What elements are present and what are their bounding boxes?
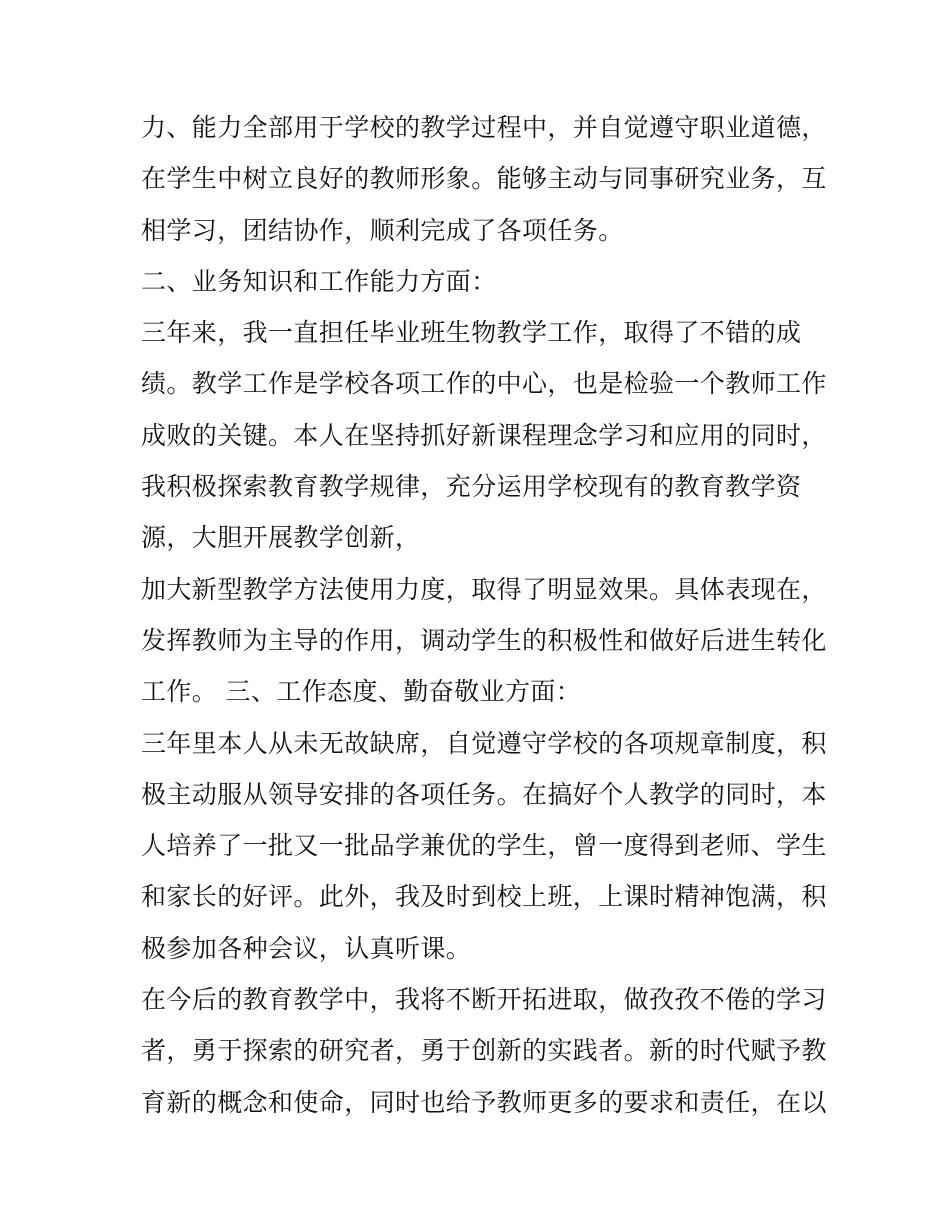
text-line: 源，大胆开展教学创新， [141,523,421,553]
text-line: 加大新型教学方法使用力度，取得了明显效果。具体表现在， [141,574,827,604]
text-line: 发挥教师为主导的作用，调动学生的积极性和做好后进生转化 [141,625,827,655]
document-body [141,102,827,1128]
text-line: 在学生中树立良好的教师形象。能够主动与同事研究业务，互 [141,164,827,194]
text-line: 和家长的好评。此外，我及时到校上班，上课时精神饱满，积 [141,882,827,912]
text-line: 极参加各种会议，认真听课。 [141,933,472,963]
section-heading: 二、业务知识和工作能力方面： [141,266,497,296]
text-line: 三年里本人从未无故缺席，自觉遵守学校的各项规章制度，积 [141,728,827,758]
text-line: 极主动服从领导安排的各项任务。在搞好个人教学的同时，本 [141,779,827,809]
text-line: 成败的关键。本人在坚持抓好新课程理念学习和应用的同时， [141,420,827,450]
text-line: 相学习，团结协作，顺利完成了各项任务。 [141,215,624,245]
text-line: 在今后的教育教学中，我将不断开拓进取，做孜孜不倦的学习 [141,985,827,1015]
text-line: 三年来，我一直担任毕业班生物教学工作，取得了不错的成 [141,318,802,348]
text-line: 我积极探索教育教学规律，充分运用学校现有的教育教学资 [141,472,802,502]
text-line: 力、能力全部用于学校的教学过程中，并自觉遵守职业道德， [141,113,827,142]
text-line: 绩。教学工作是学校各项工作的中心，也是检验一个教师工作 [141,369,827,399]
text-line: 工作。 三、工作态度、勤奋敬业方面： [141,677,582,707]
text-line: 人培养了一批又一批品学兼优的学生，曾一度得到老师、学生 [141,831,827,861]
text-line: 育新的概念和使命，同时也给予教师更多的要求和责任，在以 [141,1087,827,1117]
text-line: 者，勇于探索的研究者，勇于创新的实践者。新的时代赋予教 [141,1036,827,1066]
